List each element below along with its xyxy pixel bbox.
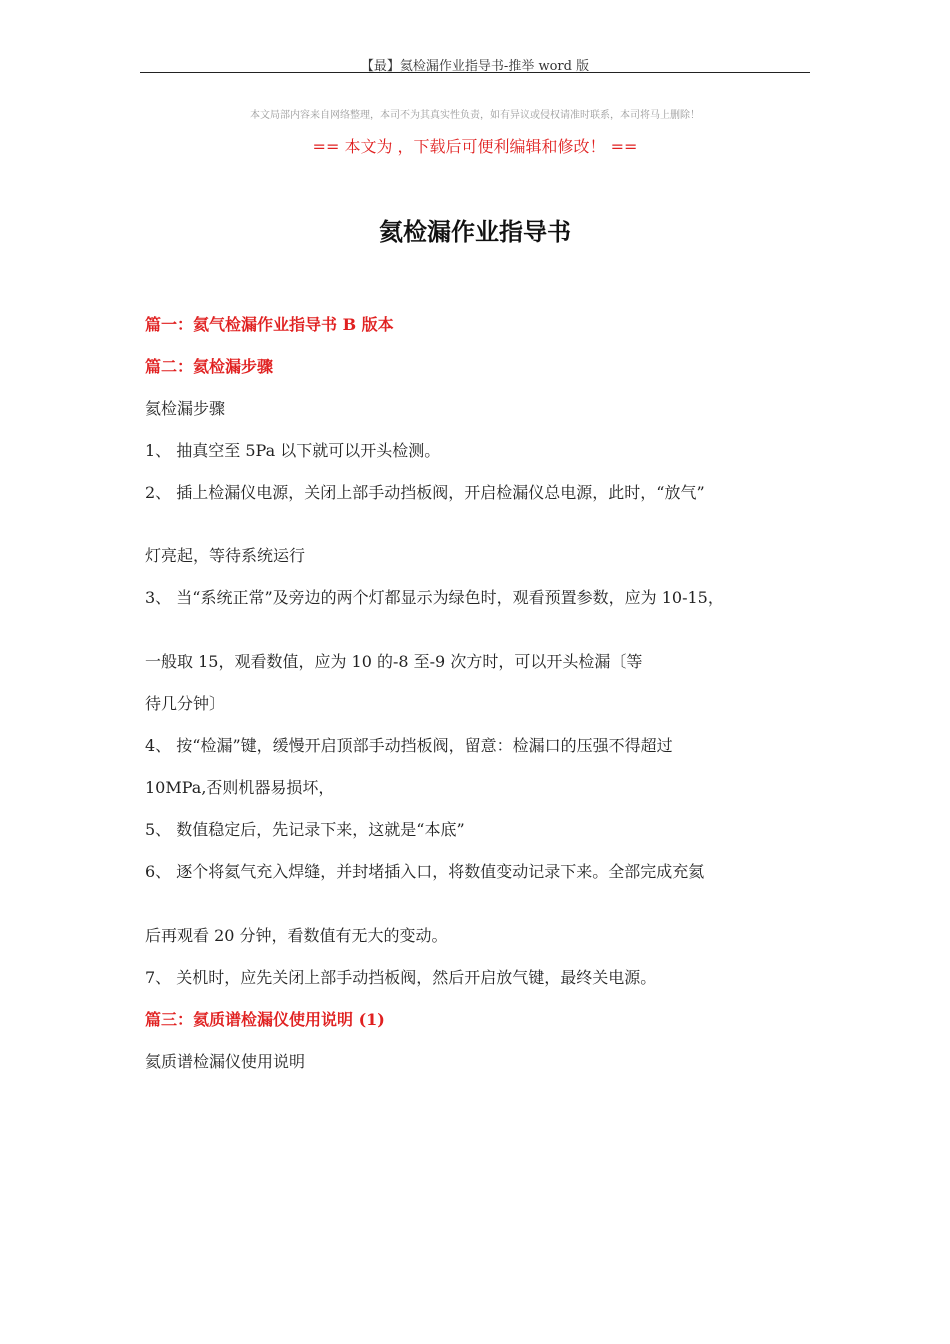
header-divider bbox=[140, 72, 810, 73]
step-2: 2、 插上检漏仪电源，关闭上部手动挡板阀，开启检漏仪总电源，此时，“放气” bbox=[145, 483, 705, 502]
manual-title: 氦质谱检漏仪使用说明 bbox=[145, 1052, 306, 1071]
page-header: 【最】氦检漏作业指导书-推举 word 版 bbox=[360, 59, 590, 74]
disclaimer-text: 本文局部内容来自网络整理，本司不为其真实性负责，如有异议或侵权请准时联系，本司将马上删除！ bbox=[250, 110, 700, 121]
section-heading-2: 篇二：氦检漏步骤 bbox=[145, 357, 274, 376]
step-5: 5、 数值稳定后，先记录下来，这就是“本底” bbox=[145, 820, 465, 839]
step-3: 3、 当“系统正常”及旁边的两个灯都显示为绿色时，观看预置参数，应为 10-15， bbox=[145, 588, 724, 607]
step-6-continued: 后再观看 20 分钟，看数值有无大的变动。 bbox=[145, 926, 448, 945]
document-title: 氦检漏作业指导书 bbox=[379, 218, 571, 246]
step-7: 7、 关机时，应先关闭上部手动挡板阀，然后开启放气键，最终关电源。 bbox=[145, 968, 657, 987]
section-heading-3: 篇三：氦质谱检漏仪使用说明 (1) bbox=[145, 1010, 385, 1029]
step-3-continued-2: 待几分钟〕 bbox=[145, 694, 226, 713]
step-6: 6、 逐个将氦气充入焊缝，并封堵插入口，将数值变动记录下来。全部完成充氦 bbox=[145, 862, 705, 881]
step-1: 1、 抽真空至 5Pa 以下就可以开头检测。 bbox=[145, 441, 441, 460]
section-heading-1: 篇一：氦气检漏作业指导书 B 版本 bbox=[145, 315, 394, 334]
step-4: 4、 按“检漏”键，缓慢开启顶部手动挡板阀，留意：检漏口的压强不得超过 bbox=[145, 736, 673, 755]
step-4-continued: 10MPa,否则机器易损坏， bbox=[145, 778, 335, 797]
step-3-continued: 一般取 15，观看数值，应为 10 的-8 至-9 次方时，可以开头检漏〔等 bbox=[145, 652, 643, 671]
steps-title: 氦检漏步骤 bbox=[145, 399, 226, 418]
edit-notice: == 本文为 ，下载后可便利编辑和修改！ == bbox=[312, 137, 638, 156]
step-2-continued: 灯亮起，等待系统运行 bbox=[145, 546, 306, 565]
